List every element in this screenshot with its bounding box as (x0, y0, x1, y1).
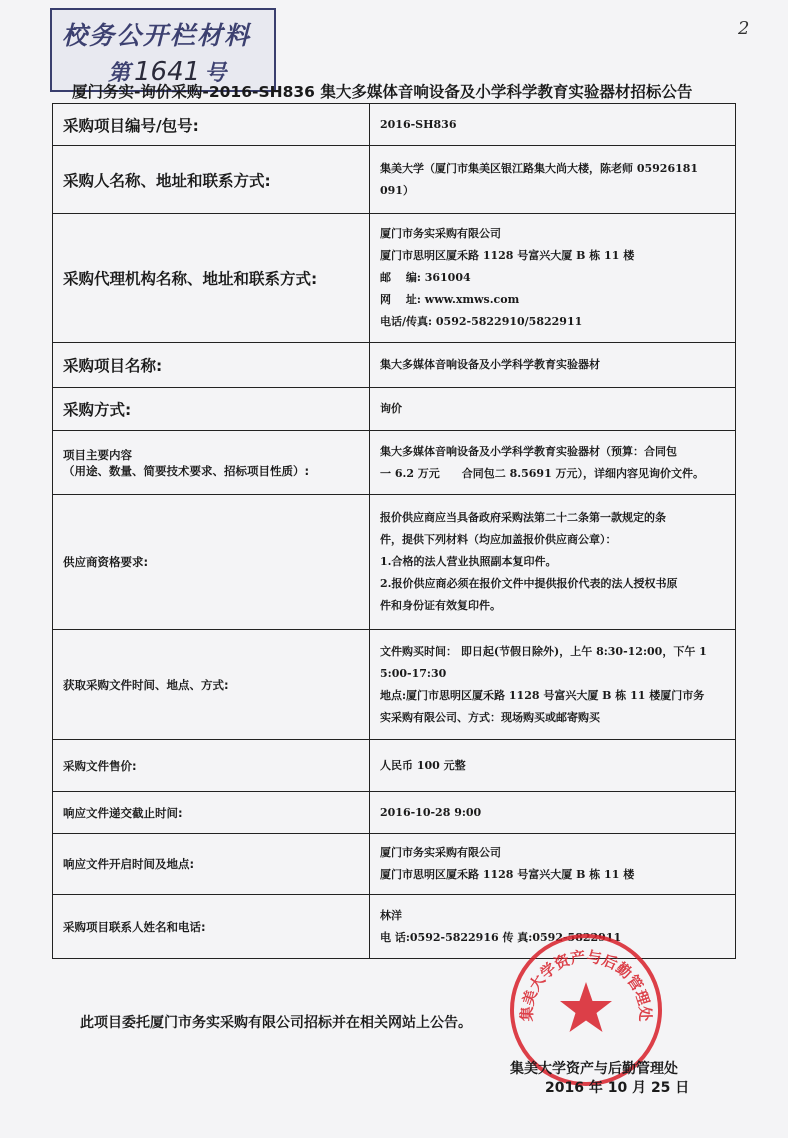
project-no-label: 采购项目编号/包号: (53, 104, 370, 146)
project-name-value: 集大多媒体音响设备及小学科学教育实验器材 (370, 343, 736, 388)
contact-line: 林洋 (380, 908, 402, 922)
seal-text: 集美大学资产与后勤管理处 (517, 947, 655, 1022)
price-value: 人民币 100 元整 (370, 740, 736, 792)
agency-line: 电话/传真: 0592-5822910/5822911 (380, 315, 583, 328)
table-row (53, 834, 736, 895)
qualification-label: 供应商资格要求: (53, 495, 370, 630)
document-title: 厦门务实-询价采购-2016-SH836 集大多媒体音响设备及小学科学教育实验器材招标公告 (72, 83, 693, 101)
deadline-label: 响应文件递交截止时间: (53, 792, 370, 834)
obtain-line: 文件购买时间： 即日起(节假日除外)，上午 8:30-12:00，下午 1 (380, 644, 707, 658)
method-value: 询价 (370, 388, 736, 431)
opening-line: 厦门市务实采购有限公司 (380, 846, 501, 859)
obtain-line: 5:00-17:30 (380, 666, 447, 680)
table-row (53, 630, 736, 740)
table-row (53, 495, 736, 630)
agency-line: 网 址: www.xmws.com (380, 293, 520, 306)
content-label (53, 431, 370, 495)
agency-value (370, 214, 736, 343)
agency-label: 采购代理机构名称、地址和联系方式: (53, 214, 370, 343)
obtain-line: 实采购有限公司、方式：现场购买或邮寄购买 (380, 710, 600, 724)
qualification-line: 件，提供下列材料（均应加盖报价供应商公章）： (380, 533, 617, 546)
qualification-line: 件和身份证有效复印件。 (380, 599, 501, 612)
purchaser-line: 集美大学（厦门市集美区银江路集大尚大楼，陈老师 05926181 (380, 161, 699, 175)
opening-label: 响应文件开启时间及地点: (53, 834, 370, 895)
stamp-prefix: 第 (108, 61, 131, 86)
stamp-title: 校务公开栏材料 (62, 21, 252, 50)
obtain-value (370, 630, 736, 740)
table-row (53, 146, 736, 214)
agency-line: 厦门市务实采购有限公司 (380, 227, 501, 240)
method-label: 采购方式: (53, 388, 370, 431)
opening-line: 厦门市思明区厦禾路 1128 号富兴大厦 B 栋 11 楼 (380, 868, 635, 881)
table-row (53, 343, 736, 388)
purchaser-line: 091） (380, 183, 414, 197)
delegation-statement: 此项目委托厦门市务实采购有限公司招标并在相关网站上公告。 (80, 1015, 472, 1031)
agency-line: 厦门市思明区厦禾路 1128 号富兴大厦 B 栋 11 楼 (380, 249, 635, 262)
announcement-table (52, 103, 736, 959)
content-value (370, 431, 736, 495)
page-number-mark: 2 (738, 18, 750, 39)
qualification-value (370, 495, 736, 630)
table-row (53, 214, 736, 343)
content-line: 集大多媒体音响设备及小学科学教育实验器材（预算：合同包 (380, 444, 677, 458)
table-row (53, 792, 736, 834)
project-no-value: 2016-SH836 (370, 104, 736, 146)
deadline-value: 2016-10-28 9:00 (370, 792, 736, 834)
signing-organization: 集美大学资产与后勤管理处 (510, 1061, 678, 1077)
price-label: 采购文件售价: (53, 740, 370, 792)
content-label-line1: 项目主要内容 (63, 447, 132, 462)
signing-date: 2016 年 10 月 25 日 (545, 1080, 690, 1096)
qualification-line: 2.报价供应商必须在报价文件中提供报价代表的法人授权书原 (380, 577, 678, 590)
agency-line: 邮 编: 361004 (380, 271, 471, 284)
purchaser-value (370, 146, 736, 214)
opening-value (370, 834, 736, 895)
obtain-label: 获取采购文件时间、地点、方式: (53, 630, 370, 740)
project-name-label: 采购项目名称: (53, 343, 370, 388)
table-row (53, 431, 736, 495)
table-row (53, 104, 736, 146)
contact-line: 电 话:0592-5822916 传 真:0592-5822911 (380, 930, 622, 944)
content-line: 一 6.2 万元 合同包二 8.5691 万元），详细内容见询价文件。 (380, 466, 705, 480)
contact-label: 采购项目联系人姓名和电话: (53, 895, 370, 959)
table-row (53, 740, 736, 792)
content-label-line2: （用途、数量、简要技术要求、招标项目性质）: (63, 463, 310, 478)
qualification-line: 1.合格的法人营业执照副本复印件。 (380, 555, 557, 568)
obtain-line: 地点:厦门市思明区厦禾路 1128 号富兴大厦 B 栋 11 楼厦门市务 (380, 688, 705, 702)
qualification-line: 报价供应商应当具备政府采购法第二十二条第一款规定的条 (380, 511, 666, 524)
stamp-suffix: 号 (204, 61, 227, 86)
table-row (53, 388, 736, 431)
stamp-number: 1641 (134, 57, 201, 87)
purchaser-label: 采购人名称、地址和联系方式: (53, 146, 370, 214)
